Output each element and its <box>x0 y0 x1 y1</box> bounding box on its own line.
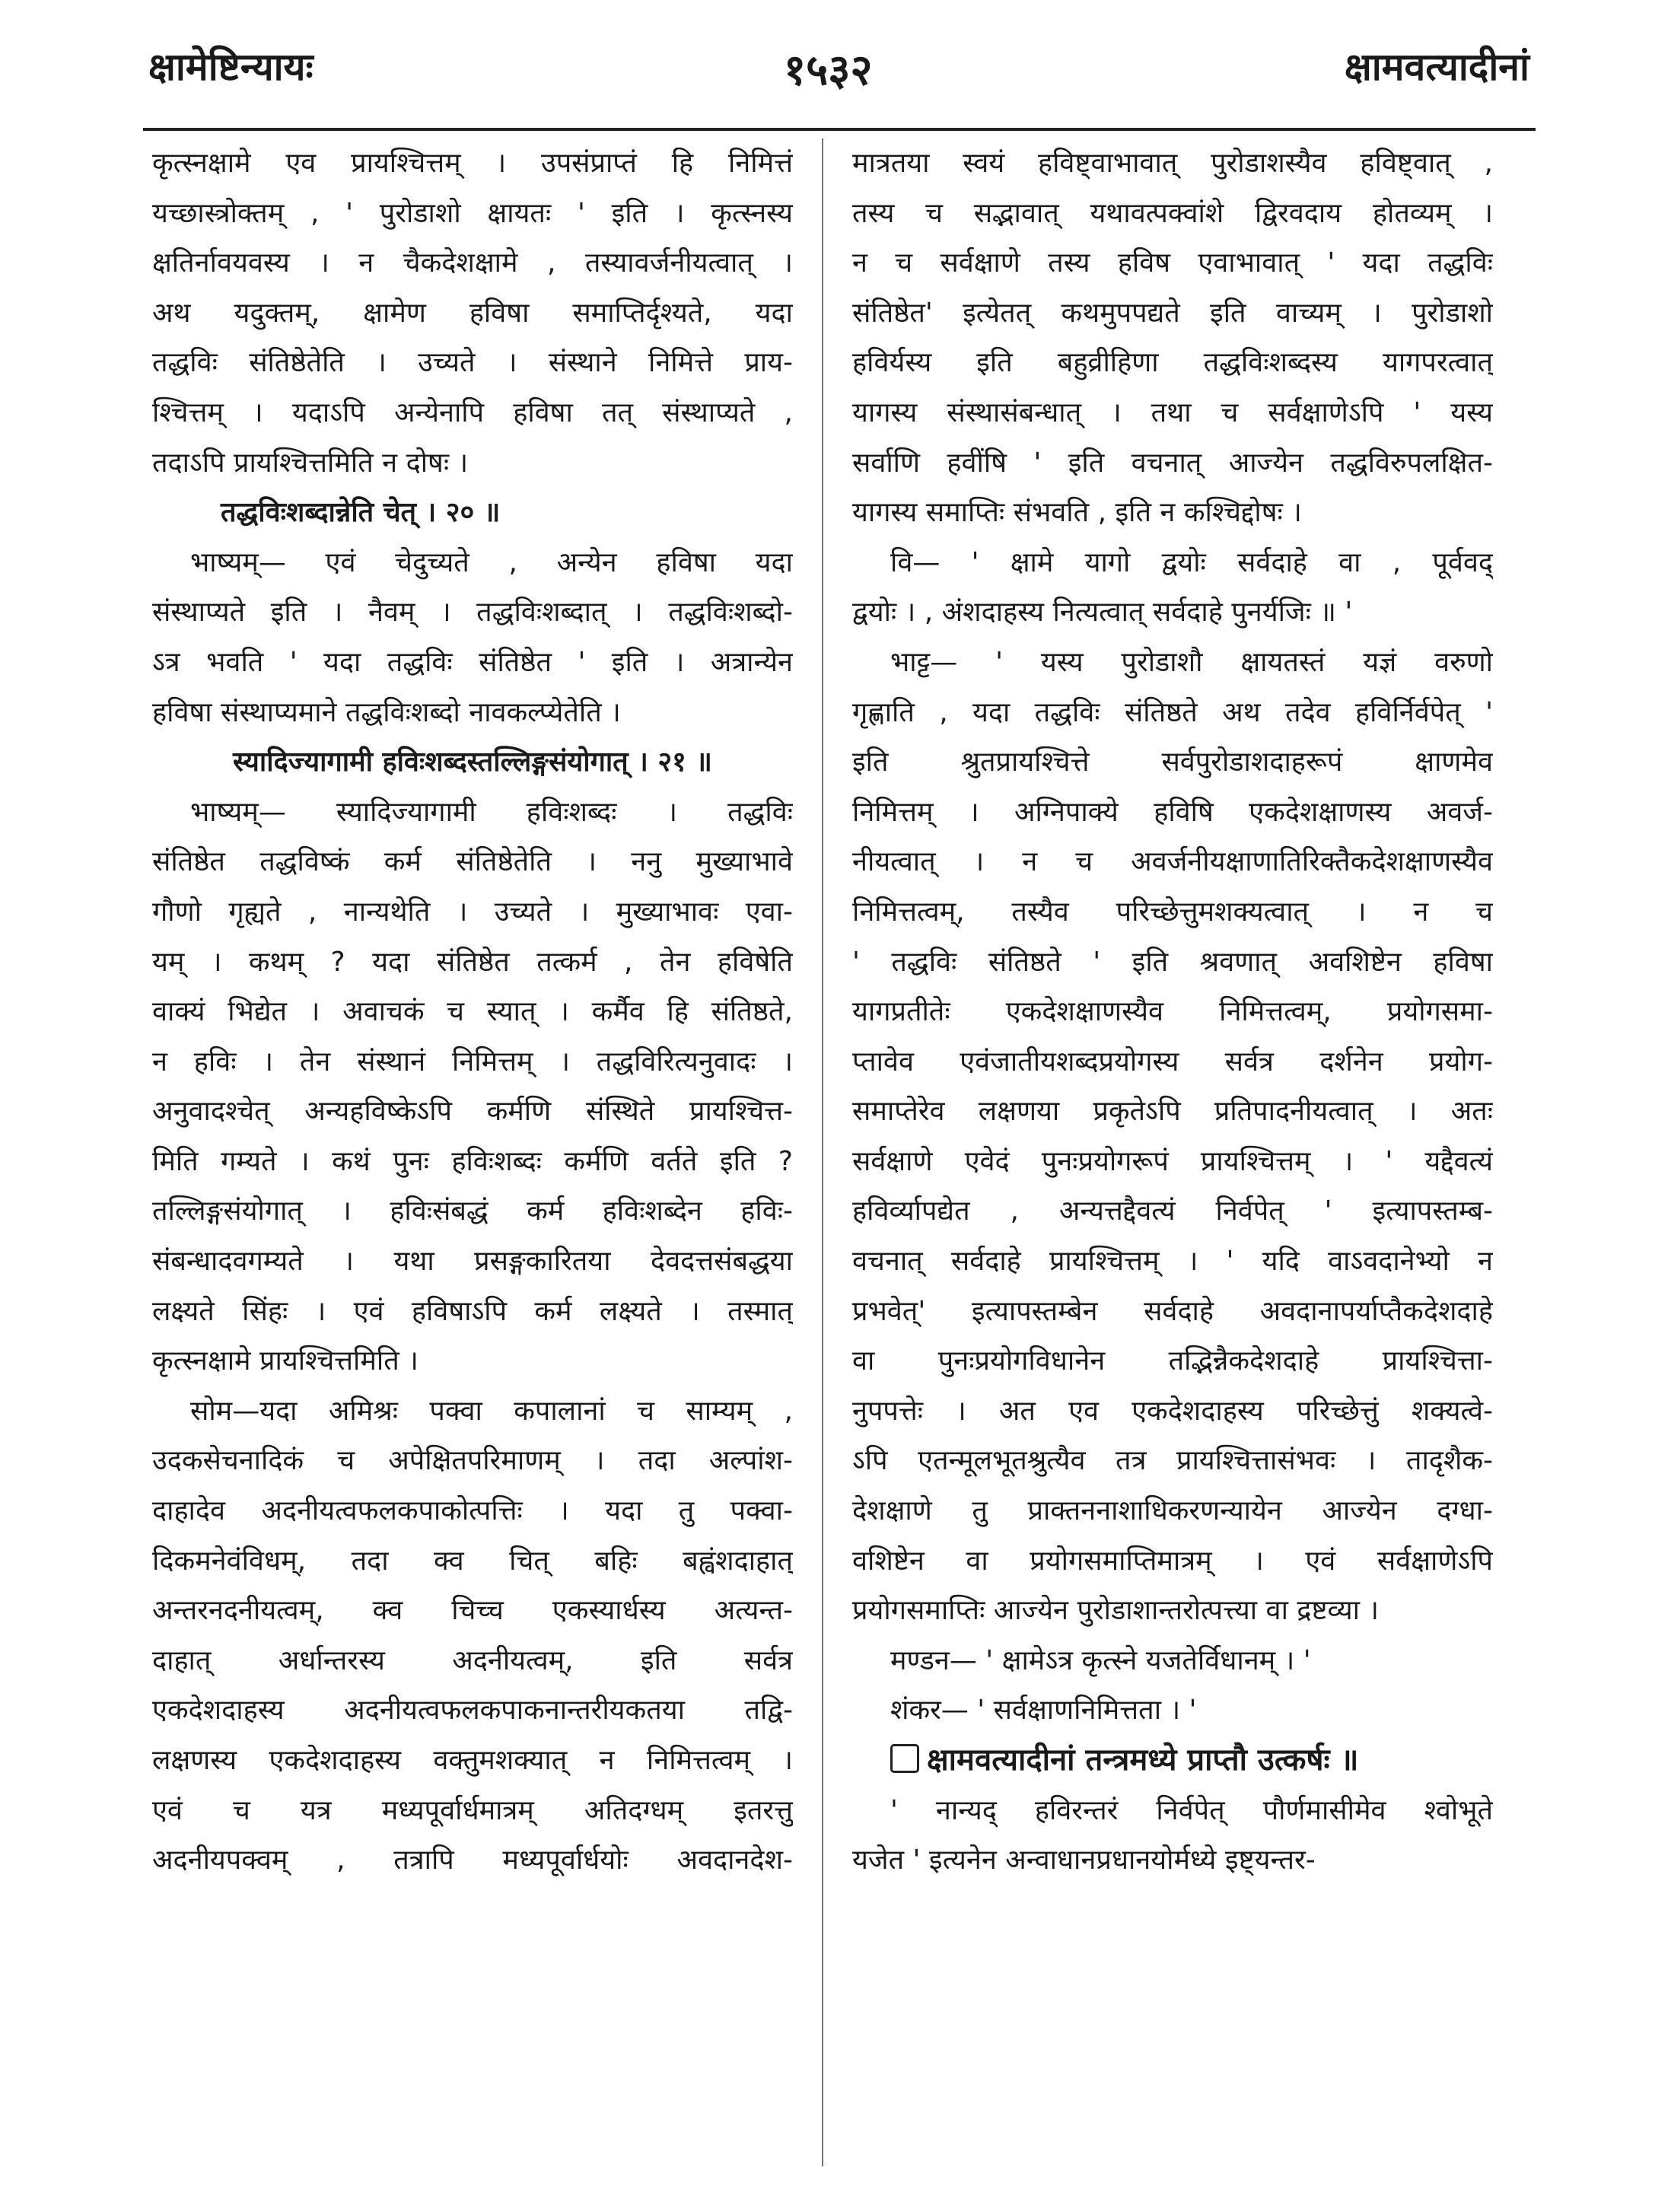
text-line: लक्षणस्य एकदेशदाहस्य वक्तुमशक्यात् न निमित्तत्वम् । <box>152 1745 793 1776</box>
text-line: उदकसेचनादिकं च अपेक्षितपरिमाणम् । तदा अल्पांश- <box>152 1445 793 1477</box>
text-line: प्रयोगसमाप्तिः आज्येन पुरोडाशान्तरोत्पत्त्या वा द्रष्टव्या । <box>852 1595 1380 1627</box>
text-line: हविर्व्यापद्येत , अन्यत्तद्दैवत्यं निर्वपेत् ' इत्यापस्तम्ब- <box>852 1195 1493 1227</box>
text-line: यागस्य समाप्तिः संभवति , इति न कश्चिद्दोषः । <box>852 497 1302 529</box>
text-line: यागस्य संस्थासंबन्धात् । तथा च सर्वक्षाणेऽपि ' यस्य <box>852 396 1493 428</box>
commentary-soma-line: सोम—यदा अमिश्रः पक्वा कपालानां च साम्यम् , <box>190 1395 793 1427</box>
text-line: क्षतिर्नावयवस्य । न चैकदेशक्षामे , तस्यावर्जनीयत्वात् । <box>152 247 793 279</box>
text-line: न हविः । तेन संस्थानं निमित्तम् । तद्धविरित्यनुवादः । <box>152 1046 793 1077</box>
text-line: ऽपि एतन्मूलभूतश्रुत्यैव तत्र प्रायश्चित्तासंभवः । तादृशैक- <box>852 1445 1493 1477</box>
header-rule <box>143 128 1536 131</box>
text-line: गौणो गृह्यते , नान्यथेति । उच्यते । मुख्याभावः एवा- <box>152 896 793 928</box>
text-line: प्रभवेत्' इत्यापस्तम्बेन सर्वदाहे अवदानापर्याप्तैकदेशदाहे <box>852 1295 1493 1327</box>
text-line: वा पुनःप्रयोगविधानेन तद्भिन्नैकदेशदाहे प्रायश्चित्ता- <box>852 1345 1493 1377</box>
text-line: ' तद्धविः संतिष्ठते ' इति श्रवणात् अवशिष्टेन हविषा <box>852 946 1493 978</box>
text-line: तस्य च सद्भावात् यथावत्पक्वांशे द्विरवदाय होतव्यम् । <box>852 197 1493 229</box>
column-divider <box>822 138 823 2166</box>
text-line: संतिष्ठेत तद्धविष्कं कर्म संतिष्ठेतेति । ननु मुख्याभावे <box>152 846 793 878</box>
text-line: नीयत्वात् । न च अवर्जनीयक्षाणातिरिक्तैकदेशक्षाणस्यैव <box>852 846 1493 878</box>
text-line: तद्धविः संतिष्ठेतेति । उच्यते । संस्थाने निमित्ते प्राय- <box>152 347 793 379</box>
text-line: हविर्यस्य इति बहुव्रीहिणा तद्धविःशब्दस्य यागपरत्वात् <box>852 347 1493 379</box>
commentary-mandana-line: मण्डन— ' क्षामेऽत्र कृत्स्ने यजतेर्विधानम् । ' <box>890 1644 1311 1676</box>
text-line: एवं च यत्र मध्यपूर्वार्धमात्रम् अतिदग्धम् इतरत्तु <box>152 1794 793 1826</box>
text-line: ऽत्र भवति ' यदा तद्धविः संतिष्ठेत ' इति । अत्रान्येन <box>152 646 793 678</box>
text-line: सर्वक्षाणे एवेदं पुनःप्रयोगरूपं प्रायश्चित्तम् । ' यद्दैवत्यं <box>852 1145 1493 1177</box>
running-header-right: क्षामवत्यादीनां <box>1344 45 1529 89</box>
text-line: वाक्यं भिद्येत । अवाचकं च स्यात् । कर्मैव हि संतिष्ठते, <box>152 996 793 1028</box>
sutra-heading: स्यादिज्यागामी हविःशब्दस्तल्लिङ्गसंयोगात् । २१ ॥ <box>233 746 712 778</box>
sutra-heading: तद्धविःशब्दान्नेति चेत् । २० ॥ <box>221 497 501 529</box>
adhikarana-heading <box>852 1736 1493 1786</box>
text-line: वशिष्टेन वा प्रयोगसमाप्तिमात्रम् । एवं सर्वक्षाणेऽपि <box>852 1545 1493 1577</box>
text-line: हविषा संस्थाप्यमाने तद्धविःशब्दो नावकल्प्येतेति । <box>152 696 621 728</box>
text-line: अदनीयपक्वम् , तत्रापि मध्यपूर्वार्धयोः अवदानदेश- <box>152 1844 793 1876</box>
left-column <box>152 138 793 1886</box>
text-line: कृत्स्नक्षामे एव प्रायश्चित्तम् । उपसंप्राप्तं हि निमित्तं <box>152 148 793 179</box>
text-line: ' नान्यद् हविरन्तरं निर्वपेत् पौर्णमासीमेव श्वोभूते <box>890 1794 1493 1826</box>
text-line: दिकमनेवंविधम्, तदा क्व चित् बहिः बह्वंशदाहात् <box>152 1545 793 1577</box>
text-line: संबन्धादवगम्यते । यथा प्रसङ्गकारितया देवदत्तसंबद्धया <box>152 1246 793 1278</box>
text-line: यजेत ' इत्यनेन अन्वाधानप्रधानयोर्मध्ये इष्ट्यन्तर- <box>852 1844 1316 1876</box>
text-line: कृत्स्नक्षामे प्रायश्चित्तमिति । <box>152 1345 419 1377</box>
text-line: यागप्रतीतेः एकदेशक्षाणस्यैव निमित्तत्वम्, प्रयोगसमा- <box>852 996 1493 1028</box>
text-line: अथ यदुक्तम्, क्षामेण हविषा समाप्तिर्दृश्यते, यदा <box>152 297 793 329</box>
text-line: अन्तरनदनीयत्वम्, क्व चिच्च एकस्यार्धस्य अत्यन्त- <box>152 1595 793 1627</box>
text-line: वचनात् सर्वदाहे प्रायश्चित्तम् । ' यदि वाऽवदानेभ्यो न <box>852 1246 1493 1278</box>
text-line: गृह्णाति , यदा तद्धविः संतिष्ठते अथ तदेव हविर्निर्वपेत् ' <box>852 696 1493 728</box>
text-line: निमित्तम् । अग्निपाक्ये हविषि एकदेशक्षाणस्य अवर्ज- <box>852 796 1493 828</box>
right-column <box>852 138 1493 1886</box>
text-line: समाप्तेरेव लक्षणया प्रकृतेऽपि प्रतिपादनीयत्वात् । अतः <box>852 1096 1493 1128</box>
commentary-vi-line: वि— ' क्षामे यागो द्वयोः सर्वदाहे वा , पूर्ववद् <box>890 546 1493 578</box>
text-line: मात्रतया स्वयं हविष्ट्वाभावात् पुरोडाशस्यैव हविष्ट्वात् , <box>852 148 1493 179</box>
text-line: एकदेशदाहस्य अदनीयत्वफलकपाकनान्तरीयकतया तद्वि- <box>152 1695 793 1727</box>
text-line: तल्लिङ्गसंयोगात् । हविःसंबद्धं कर्म हविःशब्देन हविः- <box>152 1195 793 1227</box>
bhashya-line: भाष्यम्— एवं चेदुच्यते , अन्येन हविषा यदा <box>190 546 793 578</box>
text-line: न च सर्वक्षाणे तस्य हविष एवाभावात् ' यदा तद्धविः <box>852 247 1493 279</box>
text-line: लक्ष्यते सिंहः । एवं हविषाऽपि कर्म लक्ष्यते । तस्मात् <box>152 1295 793 1327</box>
text-line: संतिष्ठेत' इत्येतत् कथमुपपद्यते इति वाच्यम् । पुरोडाशो <box>852 297 1493 329</box>
commentary-bhatta-line: भाट्ट— ' यस्य पुरोडाशौ क्षायतस्तं यज्ञं वरुणो <box>890 646 1493 678</box>
text-line: यच्छास्त्रोक्तम् , ' पुरोडाशो क्षायतः ' इति । कृत्स्नस्य <box>152 197 793 229</box>
text-line: मिति गम्यते । कथं पुनः हविःशब्दः कर्मणि वर्तते इति ? <box>152 1145 793 1177</box>
text-line: देशक्षाणे तु प्राक्तननाशाधिकरणन्यायेन आज्येन दग्धा- <box>852 1495 1493 1527</box>
text-line: दाहादेव अदनीयत्वफलकपाकोत्पत्तिः । यदा तु पक्वा- <box>152 1495 793 1527</box>
bhashya-line: भाष्यम्— स्यादिज्यागामी हविःशब्दः । तद्धविः <box>190 796 793 828</box>
text-line: इति श्रुतप्रायश्चित्ते सर्वपुरोडाशदाहरूपं क्षाणमेव <box>852 746 1493 778</box>
text-line: द्वयोः । , अंशदाहस्य नित्यत्वात् सर्वदाहे पुनर्यजिः ॥ ' <box>852 597 1353 629</box>
section-mark-icon <box>890 1744 919 1773</box>
text-line: सर्वाणि हवींषि ' इति वचनात् आज्येन तद्धविरुपलक्षित- <box>852 447 1493 479</box>
running-header-left: क्षामेष्टिन्यायः <box>148 45 314 89</box>
text-line: प्तावेव एवंजातीयशब्दप्रयोगस्य सर्वत्र दर्शनेन प्रयोग- <box>852 1046 1493 1077</box>
text-line: दाहात् अर्धान्तरस्य अदनीयत्वम्, इति सर्वत्र <box>152 1644 793 1676</box>
page-number: १५३२ <box>784 46 873 95</box>
text-line: तदाऽपि प्रायश्चित्तमिति न दोषः । <box>152 447 469 479</box>
text-line: श्चित्तम् । यदाऽपि अन्येनापि हविषा तत् संस्थाप्यते , <box>152 396 793 428</box>
text-line: नुपपत्तेः । अत एव एकदेशदाहस्य परिच्छेत्तुं शक्यत्वे- <box>852 1395 1493 1427</box>
commentary-shankara-line: शंकर— ' सर्वक्षाणनिमित्तता । ' <box>890 1695 1197 1727</box>
text-line: यम् । कथम् ? यदा संतिष्ठेत तत्कर्म , तेन हविषेति <box>152 946 793 978</box>
text-line: निमित्तत्वम्, तस्यैव परिच्छेत्तुमशक्यत्वात् । न च <box>852 896 1493 928</box>
text-line: अनुवादश्चेत् अन्यहविष्केऽपि कर्मणि संस्थिते प्रायश्चित्त- <box>152 1096 793 1128</box>
adhikarana-title: क्षामवत्यादीनां तन्त्रमध्ये प्राप्तौ उत्कर्षः ॥ <box>927 1743 1359 1778</box>
text-line: संस्थाप्यते इति । नैवम् । तद्धविःशब्दात् । तद्धविःशब्दो- <box>152 597 793 629</box>
